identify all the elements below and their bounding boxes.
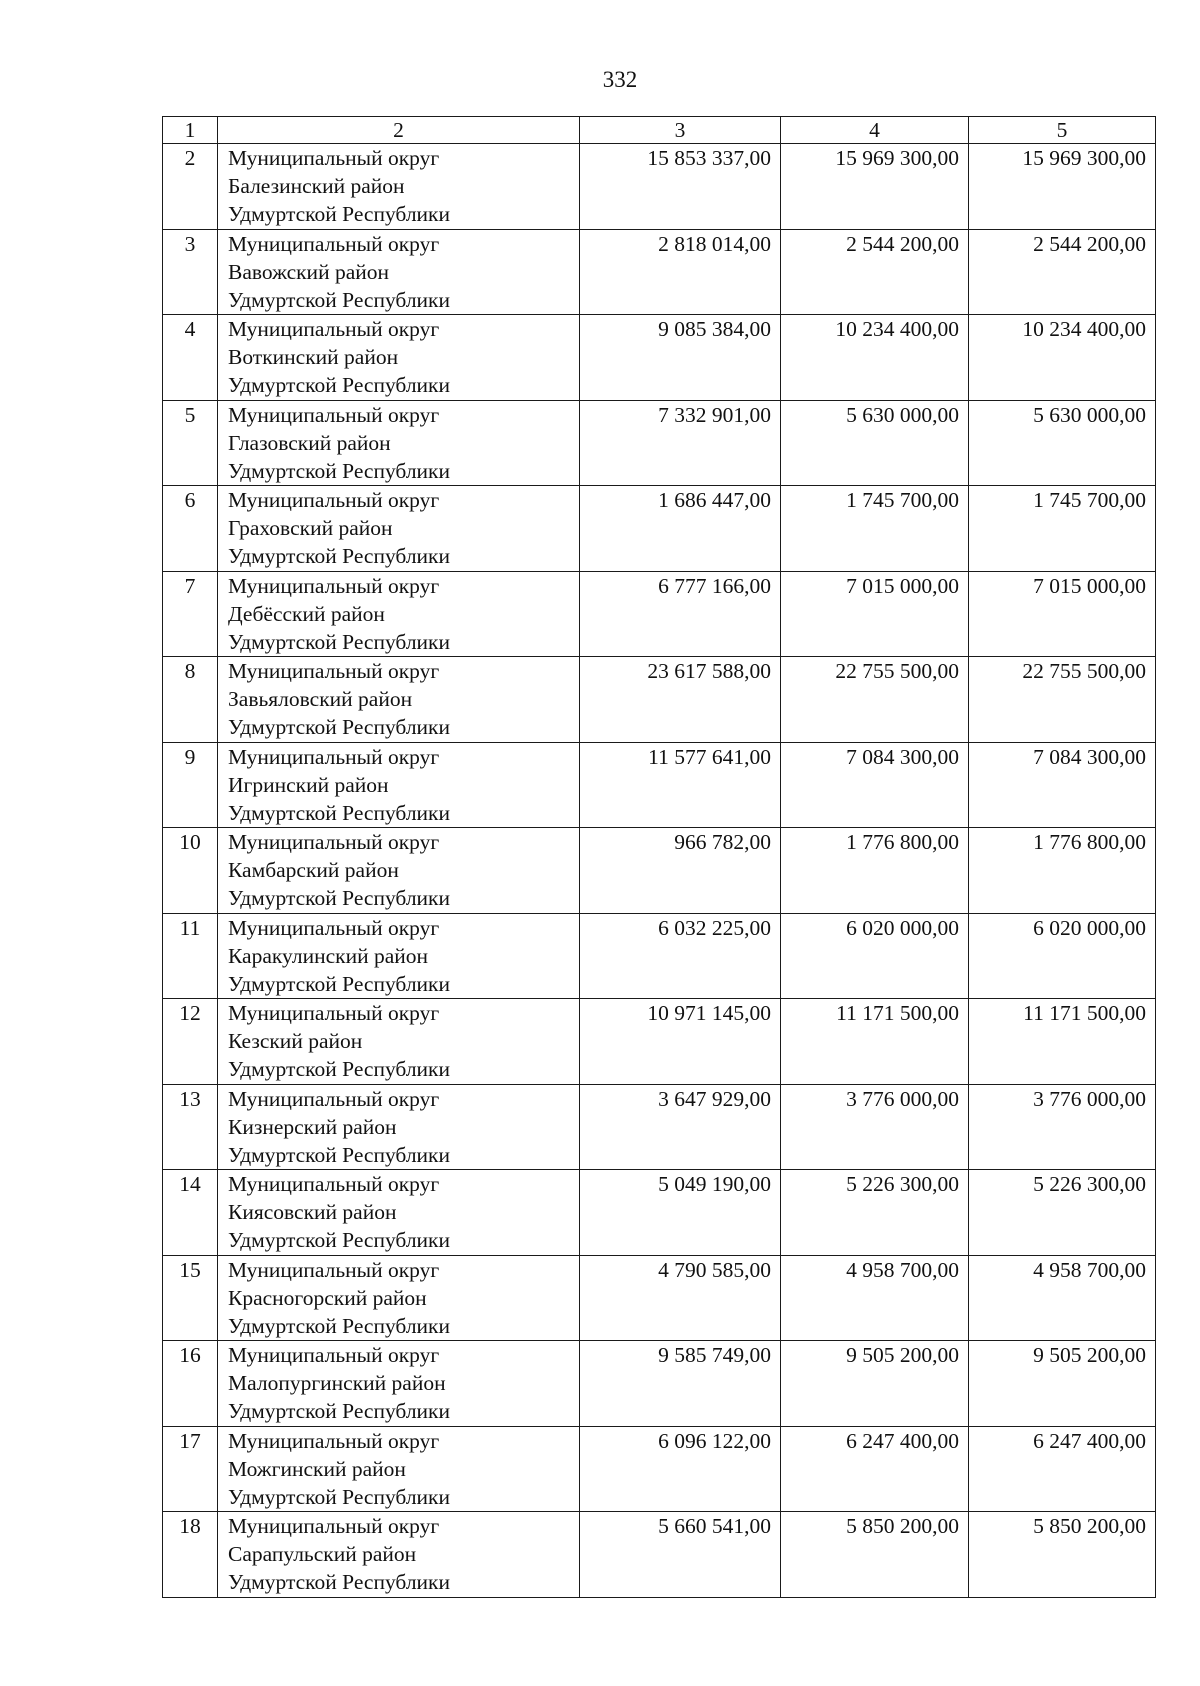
municipality-name-line: Удмуртской Республики: [228, 715, 451, 739]
municipality-name: [218, 315, 580, 401]
amount-col5: 11 171 500,00: [969, 999, 1156, 1085]
amount-col3: 10 971 145,00: [580, 999, 781, 1085]
municipality-name-line: Удмуртской Республики: [228, 373, 451, 397]
table-row: [163, 229, 1156, 315]
table-row: [163, 1170, 1156, 1256]
amount-col3: 9 585 749,00: [580, 1341, 781, 1427]
municipality-name-line: Удмуртской Республики: [228, 1484, 451, 1509]
row-number: 16: [163, 1341, 218, 1427]
amount-col5: 22 755 500,00: [969, 657, 1156, 743]
municipality-name-line: Удмуртской Республики: [228, 1228, 451, 1252]
amount-col5: 7 084 300,00: [969, 742, 1156, 828]
header-col-1: 1: [163, 117, 218, 144]
header-row: [163, 117, 1156, 144]
amount-col4: 11 171 500,00: [781, 999, 969, 1085]
amount-col5: 1 776 800,00: [969, 828, 1156, 914]
amount-col4: 5 850 200,00: [781, 1512, 969, 1598]
amount-col4: 4 958 700,00: [781, 1255, 969, 1341]
amount-col3: 5 660 541,00: [580, 1512, 781, 1598]
municipality-name-line: Муниципальный округ: [228, 1257, 440, 1282]
row-number: 6: [163, 486, 218, 572]
table-row: [163, 144, 1156, 230]
amount-col4: 5 226 300,00: [781, 1170, 969, 1256]
amount-col3: 966 782,00: [580, 828, 781, 914]
table-body: [163, 144, 1156, 1598]
table-row: [163, 1426, 1156, 1512]
municipality-name-line: Муниципальный округ: [228, 915, 440, 940]
table-row: [163, 1512, 1156, 1598]
municipality-name-line: Муниципальный округ: [228, 659, 440, 683]
table-row: [163, 913, 1156, 999]
amount-col3: 7 332 901,00: [580, 400, 781, 486]
municipality-name-line: Муниципальный округ: [228, 1428, 440, 1453]
amount-col5: 6 020 000,00: [969, 913, 1156, 999]
amount-col5: 3 776 000,00: [969, 1084, 1156, 1170]
municipality-name: [218, 571, 580, 657]
amount-col3: 6 032 225,00: [580, 913, 781, 999]
municipality-name-line: Удмуртской Республики: [228, 287, 451, 312]
row-number: 12: [163, 999, 218, 1085]
municipality-name: [218, 1170, 580, 1256]
municipality-name-line: Воткинский район: [228, 345, 399, 369]
amount-col5: 10 234 400,00: [969, 315, 1156, 401]
municipality-name-line: Киясовский район: [228, 1200, 397, 1224]
budget-table: [162, 116, 1156, 1598]
table-row: [163, 571, 1156, 657]
row-number: 4: [163, 315, 218, 401]
municipality-name-line: Удмуртской Республики: [228, 1057, 451, 1081]
municipality-name-line: Удмуртской Республики: [228, 544, 451, 568]
municipality-name-line: Муниципальный округ: [228, 231, 440, 256]
table-row: [163, 742, 1156, 828]
municipality-name: [218, 913, 580, 999]
amount-col5: 7 015 000,00: [969, 571, 1156, 657]
row-number: 15: [163, 1255, 218, 1341]
municipality-name: [218, 144, 580, 230]
table-row: [163, 1341, 1156, 1427]
municipality-name: [218, 1084, 580, 1170]
municipality-name-line: Граховский район: [228, 516, 393, 540]
row-number: 8: [163, 657, 218, 743]
row-number: 18: [163, 1512, 218, 1598]
amount-col5: 1 745 700,00: [969, 486, 1156, 572]
municipality-name: [218, 999, 580, 1085]
municipality-name: [218, 828, 580, 914]
municipality-name-line: Муниципальный округ: [228, 1343, 440, 1367]
table-row: [163, 657, 1156, 743]
municipality-name-line: Глазовский район: [228, 430, 391, 455]
municipality-name-line: Дебёсский район: [228, 601, 385, 626]
municipality-name-line: Балезинский район: [228, 174, 405, 198]
table-row: [163, 315, 1156, 401]
amount-col4: 9 505 200,00: [781, 1341, 969, 1427]
row-number: 17: [163, 1426, 218, 1512]
municipality-name-line: Красногорский район: [228, 1285, 427, 1310]
municipality-name-line: Вавожский район: [228, 259, 389, 284]
municipality-name-line: Удмуртской Республики: [228, 1142, 451, 1167]
municipality-name-line: Муниципальный округ: [228, 146, 440, 170]
amount-col3: 6 777 166,00: [580, 571, 781, 657]
municipality-name-line: Удмуртской Республики: [228, 971, 451, 996]
municipality-name-line: Удмуртской Республики: [228, 202, 451, 226]
table-row: [163, 1084, 1156, 1170]
header-col-3: 3: [580, 117, 781, 144]
amount-col4: 5 630 000,00: [781, 400, 969, 486]
row-number: 9: [163, 742, 218, 828]
municipality-name-line: Малопургинский район: [228, 1371, 446, 1395]
amount-col5: 4 958 700,00: [969, 1255, 1156, 1341]
row-number: 11: [163, 913, 218, 999]
row-number: 3: [163, 229, 218, 315]
row-number: 13: [163, 1084, 218, 1170]
table-row: [163, 400, 1156, 486]
amount-col5: 5 850 200,00: [969, 1512, 1156, 1598]
amount-col4: 7 015 000,00: [781, 571, 969, 657]
header-col-4: 4: [781, 117, 969, 144]
amount-col4: 6 020 000,00: [781, 913, 969, 999]
municipality-name-line: Муниципальный округ: [228, 402, 440, 427]
amount-col5: 9 505 200,00: [969, 1341, 1156, 1427]
municipality-name: [218, 229, 580, 315]
table-row: [163, 999, 1156, 1085]
municipality-name-line: Муниципальный округ: [228, 830, 440, 854]
amount-col3: 1 686 447,00: [580, 486, 781, 572]
table-row: [163, 1255, 1156, 1341]
municipality-name: [218, 657, 580, 743]
municipality-name: [218, 742, 580, 828]
amount-col3: 6 096 122,00: [580, 1426, 781, 1512]
header-col-2: 2: [218, 117, 580, 144]
header-col-5: 5: [969, 117, 1156, 144]
municipality-name-line: Игринский район: [228, 772, 389, 797]
amount-col4: 1 745 700,00: [781, 486, 969, 572]
amount-col5: 5 630 000,00: [969, 400, 1156, 486]
municipality-name-line: Можгинский район: [228, 1456, 406, 1481]
municipality-name-line: Кизнерский район: [228, 1114, 397, 1139]
municipality-name-line: Муниципальный округ: [228, 573, 440, 598]
municipality-name-line: Муниципальный округ: [228, 1172, 440, 1196]
municipality-name: [218, 1512, 580, 1598]
amount-col4: 7 084 300,00: [781, 742, 969, 828]
municipality-name-line: Удмуртской Республики: [228, 629, 451, 654]
municipality-name-line: Кезский район: [228, 1029, 363, 1053]
municipality-name-line: Удмуртской Республики: [228, 1313, 451, 1338]
municipality-name-line: Камбарский район: [228, 858, 399, 882]
municipality-name: [218, 1341, 580, 1427]
municipality-name-line: Муниципальный округ: [228, 317, 440, 341]
row-number: 7: [163, 571, 218, 657]
amount-col3: 9 085 384,00: [580, 315, 781, 401]
municipality-name-line: Муниципальный округ: [228, 488, 440, 512]
table-header: [163, 117, 1156, 144]
municipality-name-line: Муниципальный округ: [228, 1001, 440, 1025]
municipality-name-line: Удмуртской Республики: [228, 800, 451, 825]
amount-col5: 5 226 300,00: [969, 1170, 1156, 1256]
table-row: [163, 486, 1156, 572]
row-number: 10: [163, 828, 218, 914]
municipality-name: [218, 1255, 580, 1341]
amount-col4: 2 544 200,00: [781, 229, 969, 315]
row-number: 2: [163, 144, 218, 230]
amount-col5: 6 247 400,00: [969, 1426, 1156, 1512]
amount-col4: 3 776 000,00: [781, 1084, 969, 1170]
row-number: 14: [163, 1170, 218, 1256]
municipality-name-line: Завьяловский район: [228, 687, 413, 711]
municipality-name: [218, 400, 580, 486]
municipality-name: [218, 1426, 580, 1512]
municipality-name-line: Удмуртской Республики: [228, 1570, 451, 1594]
amount-col3: 11 577 641,00: [580, 742, 781, 828]
amount-col4: 15 969 300,00: [781, 144, 969, 230]
municipality-name-line: Каракулинский район: [228, 943, 429, 968]
amount-col3: 23 617 588,00: [580, 657, 781, 743]
municipality-name-line: Удмуртской Республики: [228, 886, 451, 910]
amount-col5: 15 969 300,00: [969, 144, 1156, 230]
amount-col3: 15 853 337,00: [580, 144, 781, 230]
amount-col4: 6 247 400,00: [781, 1426, 969, 1512]
municipality-name-line: Муниципальный округ: [228, 1086, 440, 1111]
amount-col4: 22 755 500,00: [781, 657, 969, 743]
municipality-name-line: Муниципальный округ: [228, 744, 440, 769]
amount-col4: 1 776 800,00: [781, 828, 969, 914]
municipality-name-line: Удмуртской Республики: [228, 1399, 451, 1423]
amount-col4: 10 234 400,00: [781, 315, 969, 401]
amount-col3: 3 647 929,00: [580, 1084, 781, 1170]
amount-col3: 2 818 014,00: [580, 229, 781, 315]
amount-col5: 2 544 200,00: [969, 229, 1156, 315]
table-row: [163, 828, 1156, 914]
municipality-name: [218, 486, 580, 572]
municipality-name-line: Муниципальный округ: [228, 1514, 440, 1538]
amount-col3: 5 049 190,00: [580, 1170, 781, 1256]
amount-col3: 4 790 585,00: [580, 1255, 781, 1341]
municipality-name-line: Удмуртской Республики: [228, 458, 451, 483]
municipality-name-line: Сарапульский район: [228, 1542, 417, 1566]
page-number: 332: [602, 67, 638, 92]
row-number: 5: [163, 400, 218, 486]
